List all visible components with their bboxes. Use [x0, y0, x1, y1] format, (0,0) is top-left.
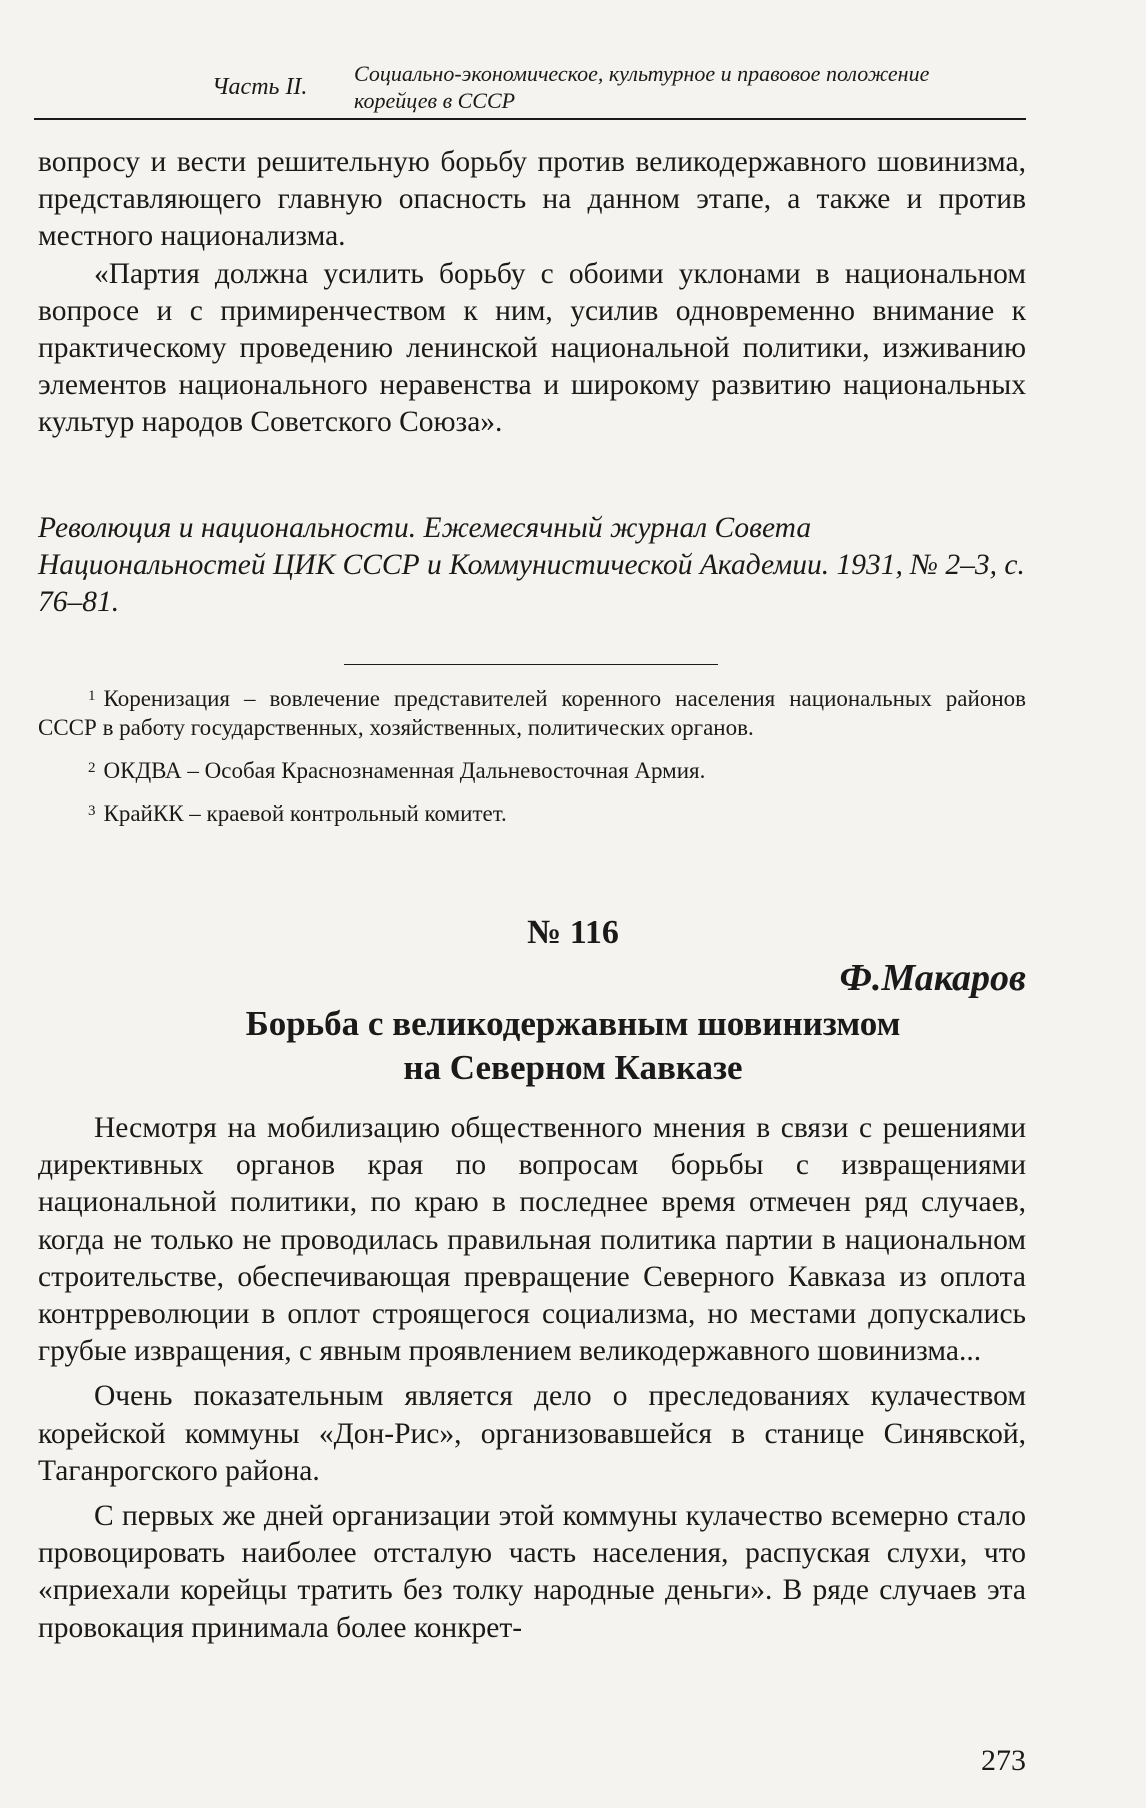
document-author: Ф.Макаров	[839, 957, 1026, 999]
header-title-line1: Социально-экономическое, культурное и правовое положение	[354, 61, 930, 86]
document-body	[38, 1110, 1026, 1647]
footnote-3-number: 3	[88, 803, 96, 819]
header-title	[354, 60, 1026, 114]
document-title-line2: на Северном Кавказе	[403, 1048, 743, 1087]
footnotes	[38, 682, 1026, 840]
footnote-1-text: Коренизация – вовлечение представителей коренного населения национальных районов СССР в работу государственных, хозяйственных, политических органов.	[38, 686, 1026, 740]
intro-paragraph-1: вопросу и вести решительную борьбу против великодержавного шовинизма, представляющего главную опасность на данном этапе, а также и против местного национализма.	[38, 146, 1026, 253]
footnote-2-text: ОКДВА – Особая Краснознаменная Дальневосточная Армия.	[103, 758, 706, 783]
document-title	[0, 1002, 1146, 1090]
footnote-1	[38, 682, 1026, 742]
source-citation: Революция и национальности. Ежемесячный журнал Совета Национальностей ЦИК СССР и Коммунистической Академии. 1931, № 2–3, с. 76–81.	[38, 512, 1025, 618]
page-number: 273	[981, 1744, 1026, 1777]
body-paragraph-1: Несмотря на мобилизацию общественного мнения в связи с решениями директивных органов края по вопросам борьбы с извращениями национальной политики, по краю в последнее время отмечен ряд случаев, когда не только не проводилась правильная политика партии в национальном строительстве, обеспечивающая превращение Северного Кавказа из оплота контрреволюции в оплот строящегося социализма, но местами допускались грубые извращения, с явным проявлением великодержавного шовинизма...	[38, 1112, 1026, 1368]
body-paragraph-3: С первых же дней организации этой коммуны кулачество всемерно стало провоцировать наиболее отсталую часть населения, распуская слухи, что «приехали корейцы тратить без толку народные деньги». В ряде случаев эта провокация принимала более конкрет-	[38, 1500, 1026, 1644]
header-part: Часть II.	[212, 74, 308, 100]
running-header	[34, 52, 1026, 120]
intro-paragraph-2: «Партия должна усилить борьбу с обоими уклонами в национальном вопросе и с примиренчеством к ним, усилив одновременно внимание к практическому проведению ленинской национальной политики, изживанию элементов национального неравенства и широкому развитию национальных культур народов Советского Союза».	[38, 257, 1026, 439]
document-title-line1: Борьба с великодержавным шовинизмом	[245, 1004, 901, 1043]
document-number: № 116	[527, 914, 619, 951]
body-paragraph-2: Очень показательным является дело о преследованиях кулачеством корейской коммуны «Дон-Рис», организовавшейся в станице Синявской, Таганрогского района.	[38, 1380, 1026, 1487]
intro-text	[38, 144, 1026, 442]
footnote-divider	[344, 664, 718, 665]
footnote-3	[38, 797, 1026, 828]
footnote-1-number: 1	[88, 688, 96, 704]
footnote-2	[38, 754, 1026, 785]
header-title-line2: корейцев в СССР	[354, 88, 516, 113]
footnote-2-number: 2	[88, 760, 96, 776]
footnote-3-text: КрайКК – краевой контрольный комитет.	[103, 801, 507, 826]
